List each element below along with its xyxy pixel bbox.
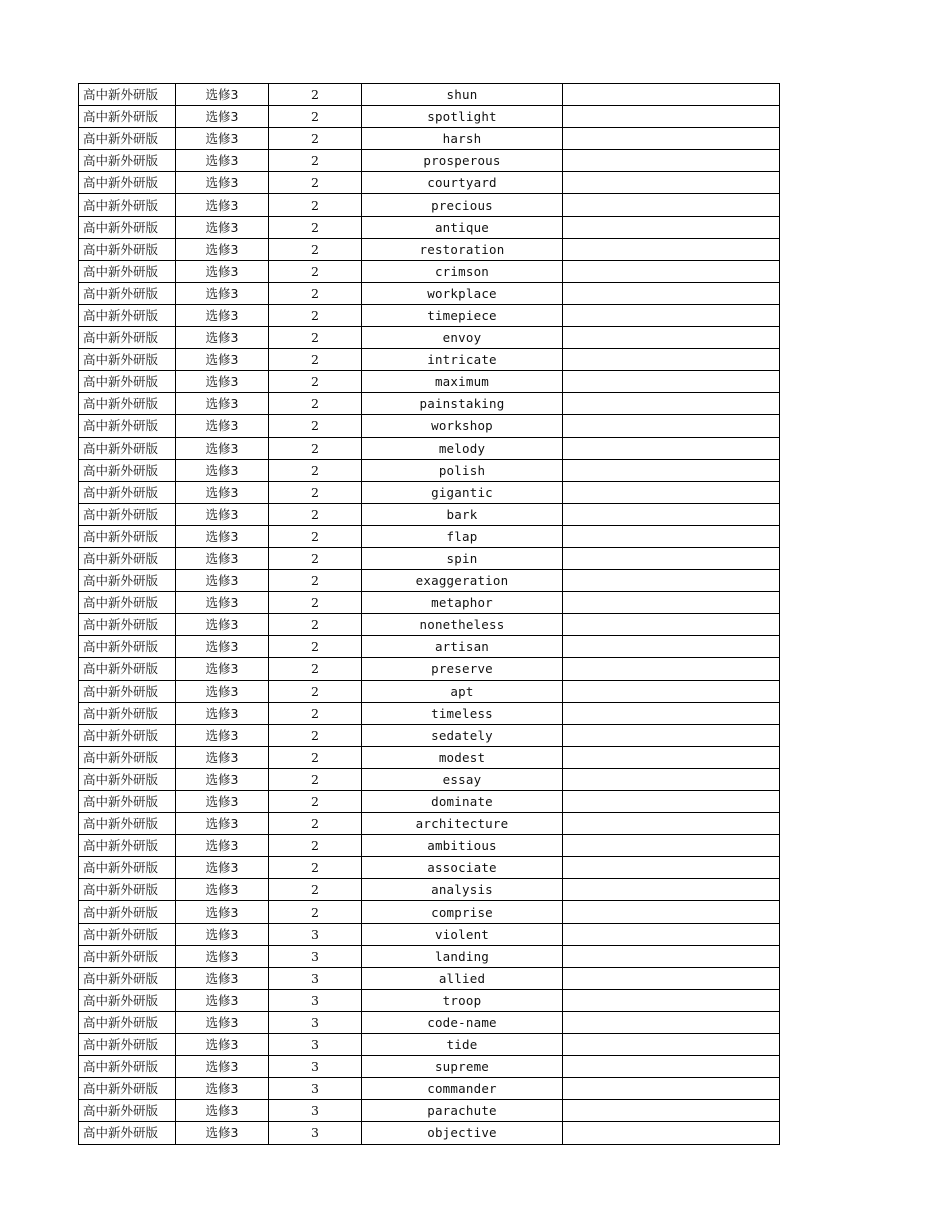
cell-word: violent bbox=[362, 923, 563, 945]
cell-blank bbox=[563, 84, 780, 106]
cell-unit: 2 bbox=[269, 371, 362, 393]
vocabulary-table-body bbox=[79, 84, 780, 1145]
cell-word: objective bbox=[362, 1122, 563, 1144]
cell-blank bbox=[563, 238, 780, 260]
cell-textbook: 高中新外研版 bbox=[79, 1122, 176, 1144]
cell-word: exaggeration bbox=[362, 570, 563, 592]
cell-blank bbox=[563, 724, 780, 746]
cell-volume: 选修3 bbox=[176, 1078, 269, 1100]
table-row bbox=[79, 746, 780, 768]
cell-unit: 2 bbox=[269, 106, 362, 128]
cell-unit: 2 bbox=[269, 84, 362, 106]
cell-unit: 3 bbox=[269, 967, 362, 989]
cell-textbook: 高中新外研版 bbox=[79, 415, 176, 437]
cell-textbook: 高中新外研版 bbox=[79, 150, 176, 172]
cell-volume: 选修3 bbox=[176, 371, 269, 393]
table-row bbox=[79, 879, 780, 901]
cell-textbook: 高中新外研版 bbox=[79, 1034, 176, 1056]
cell-volume: 选修3 bbox=[176, 879, 269, 901]
cell-unit: 2 bbox=[269, 702, 362, 724]
cell-word: code-name bbox=[362, 1011, 563, 1033]
cell-word: harsh bbox=[362, 128, 563, 150]
table-row bbox=[79, 84, 780, 106]
table-row bbox=[79, 1011, 780, 1033]
table-row bbox=[79, 857, 780, 879]
cell-textbook: 高中新外研版 bbox=[79, 282, 176, 304]
cell-blank bbox=[563, 813, 780, 835]
cell-blank bbox=[563, 967, 780, 989]
cell-word: workplace bbox=[362, 282, 563, 304]
cell-blank bbox=[563, 857, 780, 879]
cell-unit: 2 bbox=[269, 746, 362, 768]
cell-unit: 2 bbox=[269, 459, 362, 481]
cell-textbook: 高中新外研版 bbox=[79, 989, 176, 1011]
cell-blank bbox=[563, 525, 780, 547]
table-row bbox=[79, 680, 780, 702]
cell-blank bbox=[563, 150, 780, 172]
cell-blank bbox=[563, 636, 780, 658]
cell-textbook: 高中新外研版 bbox=[79, 128, 176, 150]
table-row bbox=[79, 1034, 780, 1056]
cell-unit: 2 bbox=[269, 304, 362, 326]
cell-volume: 选修3 bbox=[176, 282, 269, 304]
cell-textbook: 高中新外研版 bbox=[79, 879, 176, 901]
cell-unit: 2 bbox=[269, 768, 362, 790]
table-row bbox=[79, 592, 780, 614]
table-row bbox=[79, 194, 780, 216]
cell-volume: 选修3 bbox=[176, 304, 269, 326]
cell-blank bbox=[563, 437, 780, 459]
table-row bbox=[79, 768, 780, 790]
cell-unit: 2 bbox=[269, 282, 362, 304]
cell-volume: 选修3 bbox=[176, 1100, 269, 1122]
table-row bbox=[79, 525, 780, 547]
cell-blank bbox=[563, 1011, 780, 1033]
cell-volume: 选修3 bbox=[176, 327, 269, 349]
cell-word: spotlight bbox=[362, 106, 563, 128]
cell-blank bbox=[563, 680, 780, 702]
table-row bbox=[79, 238, 780, 260]
cell-blank bbox=[563, 172, 780, 194]
table-row bbox=[79, 282, 780, 304]
table-row bbox=[79, 724, 780, 746]
cell-textbook: 高中新外研版 bbox=[79, 901, 176, 923]
cell-textbook: 高中新外研版 bbox=[79, 106, 176, 128]
cell-textbook: 高中新外研版 bbox=[79, 614, 176, 636]
table-row bbox=[79, 481, 780, 503]
cell-word: painstaking bbox=[362, 393, 563, 415]
cell-textbook: 高中新外研版 bbox=[79, 724, 176, 746]
cell-blank bbox=[563, 282, 780, 304]
cell-unit: 2 bbox=[269, 614, 362, 636]
table-row bbox=[79, 106, 780, 128]
table-row bbox=[79, 437, 780, 459]
cell-word: courtyard bbox=[362, 172, 563, 194]
cell-textbook: 高中新外研版 bbox=[79, 680, 176, 702]
cell-blank bbox=[563, 592, 780, 614]
cell-textbook: 高中新外研版 bbox=[79, 371, 176, 393]
cell-word: melody bbox=[362, 437, 563, 459]
cell-textbook: 高中新外研版 bbox=[79, 1056, 176, 1078]
cell-unit: 2 bbox=[269, 415, 362, 437]
cell-word: associate bbox=[362, 857, 563, 879]
cell-blank bbox=[563, 415, 780, 437]
cell-blank bbox=[563, 923, 780, 945]
cell-textbook: 高中新外研版 bbox=[79, 260, 176, 282]
cell-blank bbox=[563, 1122, 780, 1144]
cell-unit: 2 bbox=[269, 437, 362, 459]
cell-unit: 2 bbox=[269, 260, 362, 282]
cell-word: comprise bbox=[362, 901, 563, 923]
table-row bbox=[79, 459, 780, 481]
cell-unit: 2 bbox=[269, 857, 362, 879]
cell-unit: 2 bbox=[269, 150, 362, 172]
cell-unit: 3 bbox=[269, 1056, 362, 1078]
cell-word: envoy bbox=[362, 327, 563, 349]
cell-word: maximum bbox=[362, 371, 563, 393]
cell-volume: 选修3 bbox=[176, 415, 269, 437]
cell-unit: 3 bbox=[269, 1100, 362, 1122]
cell-unit: 2 bbox=[269, 216, 362, 238]
cell-textbook: 高中新外研版 bbox=[79, 857, 176, 879]
cell-textbook: 高中新外研版 bbox=[79, 791, 176, 813]
cell-unit: 2 bbox=[269, 658, 362, 680]
cell-textbook: 高中新外研版 bbox=[79, 768, 176, 790]
table-row bbox=[79, 791, 780, 813]
cell-volume: 选修3 bbox=[176, 194, 269, 216]
cell-blank bbox=[563, 128, 780, 150]
cell-textbook: 高中新外研版 bbox=[79, 570, 176, 592]
table-row bbox=[79, 304, 780, 326]
cell-unit: 2 bbox=[269, 194, 362, 216]
cell-word: metaphor bbox=[362, 592, 563, 614]
table-row bbox=[79, 702, 780, 724]
cell-volume: 选修3 bbox=[176, 525, 269, 547]
cell-word: timepiece bbox=[362, 304, 563, 326]
table-row bbox=[79, 835, 780, 857]
cell-blank bbox=[563, 1100, 780, 1122]
cell-blank bbox=[563, 768, 780, 790]
cell-volume: 选修3 bbox=[176, 967, 269, 989]
cell-word: sedately bbox=[362, 724, 563, 746]
cell-blank bbox=[563, 260, 780, 282]
table-row bbox=[79, 1122, 780, 1144]
table-row bbox=[79, 945, 780, 967]
cell-volume: 选修3 bbox=[176, 791, 269, 813]
table-row bbox=[79, 1078, 780, 1100]
cell-textbook: 高中新外研版 bbox=[79, 923, 176, 945]
cell-volume: 选修3 bbox=[176, 1056, 269, 1078]
cell-volume: 选修3 bbox=[176, 1034, 269, 1056]
cell-textbook: 高中新外研版 bbox=[79, 327, 176, 349]
table-row bbox=[79, 503, 780, 525]
cell-blank bbox=[563, 547, 780, 569]
cell-volume: 选修3 bbox=[176, 238, 269, 260]
cell-volume: 选修3 bbox=[176, 592, 269, 614]
cell-textbook: 高中新外研版 bbox=[79, 216, 176, 238]
cell-volume: 选修3 bbox=[176, 459, 269, 481]
cell-volume: 选修3 bbox=[176, 1011, 269, 1033]
cell-unit: 2 bbox=[269, 393, 362, 415]
cell-word: supreme bbox=[362, 1056, 563, 1078]
cell-textbook: 高中新外研版 bbox=[79, 172, 176, 194]
table-row bbox=[79, 260, 780, 282]
cell-unit: 2 bbox=[269, 680, 362, 702]
cell-blank bbox=[563, 106, 780, 128]
cell-unit: 2 bbox=[269, 570, 362, 592]
cell-unit: 2 bbox=[269, 128, 362, 150]
cell-word: preserve bbox=[362, 658, 563, 680]
cell-word: dominate bbox=[362, 791, 563, 813]
cell-word: shun bbox=[362, 84, 563, 106]
cell-textbook: 高中新外研版 bbox=[79, 194, 176, 216]
table-row bbox=[79, 547, 780, 569]
table-row bbox=[79, 172, 780, 194]
cell-textbook: 高中新外研版 bbox=[79, 746, 176, 768]
cell-volume: 选修3 bbox=[176, 106, 269, 128]
cell-blank bbox=[563, 746, 780, 768]
cell-unit: 2 bbox=[269, 327, 362, 349]
cell-blank bbox=[563, 481, 780, 503]
table-row bbox=[79, 989, 780, 1011]
cell-volume: 选修3 bbox=[176, 172, 269, 194]
cell-volume: 选修3 bbox=[176, 128, 269, 150]
cell-volume: 选修3 bbox=[176, 945, 269, 967]
cell-unit: 3 bbox=[269, 1011, 362, 1033]
cell-word: bark bbox=[362, 503, 563, 525]
cell-volume: 选修3 bbox=[176, 923, 269, 945]
cell-unit: 2 bbox=[269, 547, 362, 569]
cell-word: commander bbox=[362, 1078, 563, 1100]
cell-unit: 3 bbox=[269, 945, 362, 967]
cell-unit: 2 bbox=[269, 835, 362, 857]
cell-unit: 2 bbox=[269, 525, 362, 547]
cell-volume: 选修3 bbox=[176, 349, 269, 371]
cell-textbook: 高中新外研版 bbox=[79, 592, 176, 614]
cell-word: ambitious bbox=[362, 835, 563, 857]
cell-textbook: 高中新外研版 bbox=[79, 702, 176, 724]
table-row bbox=[79, 923, 780, 945]
table-row bbox=[79, 1100, 780, 1122]
cell-word: architecture bbox=[362, 813, 563, 835]
table-row bbox=[79, 216, 780, 238]
table-row bbox=[79, 150, 780, 172]
cell-blank bbox=[563, 327, 780, 349]
cell-unit: 2 bbox=[269, 238, 362, 260]
cell-word: analysis bbox=[362, 879, 563, 901]
cell-blank bbox=[563, 658, 780, 680]
table-row bbox=[79, 570, 780, 592]
cell-unit: 2 bbox=[269, 481, 362, 503]
cell-textbook: 高中新外研版 bbox=[79, 967, 176, 989]
cell-volume: 选修3 bbox=[176, 636, 269, 658]
table-row bbox=[79, 393, 780, 415]
cell-blank bbox=[563, 570, 780, 592]
cell-word: spin bbox=[362, 547, 563, 569]
cell-word: landing bbox=[362, 945, 563, 967]
cell-volume: 选修3 bbox=[176, 658, 269, 680]
cell-textbook: 高中新外研版 bbox=[79, 238, 176, 260]
cell-volume: 选修3 bbox=[176, 835, 269, 857]
cell-blank bbox=[563, 1078, 780, 1100]
table-row bbox=[79, 614, 780, 636]
cell-volume: 选修3 bbox=[176, 702, 269, 724]
cell-unit: 2 bbox=[269, 724, 362, 746]
cell-word: apt bbox=[362, 680, 563, 702]
cell-blank bbox=[563, 503, 780, 525]
cell-textbook: 高中新外研版 bbox=[79, 945, 176, 967]
cell-word: troop bbox=[362, 989, 563, 1011]
cell-volume: 选修3 bbox=[176, 746, 269, 768]
cell-volume: 选修3 bbox=[176, 216, 269, 238]
cell-textbook: 高中新外研版 bbox=[79, 658, 176, 680]
cell-volume: 选修3 bbox=[176, 260, 269, 282]
cell-blank bbox=[563, 901, 780, 923]
cell-textbook: 高中新外研版 bbox=[79, 813, 176, 835]
cell-word: restoration bbox=[362, 238, 563, 260]
cell-blank bbox=[563, 216, 780, 238]
cell-word: gigantic bbox=[362, 481, 563, 503]
cell-unit: 2 bbox=[269, 172, 362, 194]
table-row bbox=[79, 327, 780, 349]
cell-word: intricate bbox=[362, 349, 563, 371]
cell-textbook: 高中新外研版 bbox=[79, 835, 176, 857]
cell-unit: 2 bbox=[269, 901, 362, 923]
cell-word: crimson bbox=[362, 260, 563, 282]
cell-volume: 选修3 bbox=[176, 768, 269, 790]
cell-blank bbox=[563, 989, 780, 1011]
cell-volume: 选修3 bbox=[176, 481, 269, 503]
cell-volume: 选修3 bbox=[176, 547, 269, 569]
cell-word: parachute bbox=[362, 1100, 563, 1122]
cell-unit: 2 bbox=[269, 813, 362, 835]
cell-blank bbox=[563, 371, 780, 393]
table-row bbox=[79, 1056, 780, 1078]
cell-unit: 3 bbox=[269, 923, 362, 945]
cell-volume: 选修3 bbox=[176, 503, 269, 525]
vocabulary-table bbox=[78, 83, 780, 1145]
cell-textbook: 高中新外研版 bbox=[79, 503, 176, 525]
cell-unit: 2 bbox=[269, 636, 362, 658]
cell-textbook: 高中新外研版 bbox=[79, 437, 176, 459]
cell-unit: 2 bbox=[269, 503, 362, 525]
cell-word: antique bbox=[362, 216, 563, 238]
cell-volume: 选修3 bbox=[176, 614, 269, 636]
cell-volume: 选修3 bbox=[176, 724, 269, 746]
cell-textbook: 高中新外研版 bbox=[79, 1100, 176, 1122]
cell-volume: 选修3 bbox=[176, 680, 269, 702]
cell-volume: 选修3 bbox=[176, 1122, 269, 1144]
cell-textbook: 高中新外研版 bbox=[79, 1011, 176, 1033]
table-row bbox=[79, 967, 780, 989]
cell-word: artisan bbox=[362, 636, 563, 658]
cell-volume: 选修3 bbox=[176, 393, 269, 415]
table-row bbox=[79, 371, 780, 393]
cell-textbook: 高中新外研版 bbox=[79, 84, 176, 106]
cell-volume: 选修3 bbox=[176, 84, 269, 106]
cell-blank bbox=[563, 614, 780, 636]
cell-volume: 选修3 bbox=[176, 150, 269, 172]
cell-blank bbox=[563, 702, 780, 724]
cell-unit: 2 bbox=[269, 879, 362, 901]
cell-word: modest bbox=[362, 746, 563, 768]
cell-textbook: 高中新外研版 bbox=[79, 636, 176, 658]
cell-unit: 3 bbox=[269, 1078, 362, 1100]
cell-word: flap bbox=[362, 525, 563, 547]
cell-word: precious bbox=[362, 194, 563, 216]
cell-textbook: 高中新外研版 bbox=[79, 393, 176, 415]
table-row bbox=[79, 128, 780, 150]
cell-word: allied bbox=[362, 967, 563, 989]
table-row bbox=[79, 658, 780, 680]
cell-blank bbox=[563, 304, 780, 326]
cell-word: polish bbox=[362, 459, 563, 481]
cell-volume: 选修3 bbox=[176, 857, 269, 879]
cell-blank bbox=[563, 393, 780, 415]
cell-volume: 选修3 bbox=[176, 437, 269, 459]
cell-unit: 2 bbox=[269, 349, 362, 371]
cell-unit: 3 bbox=[269, 1034, 362, 1056]
cell-unit: 3 bbox=[269, 989, 362, 1011]
table-row bbox=[79, 349, 780, 371]
cell-word: workshop bbox=[362, 415, 563, 437]
cell-textbook: 高中新外研版 bbox=[79, 547, 176, 569]
cell-word: prosperous bbox=[362, 150, 563, 172]
cell-volume: 选修3 bbox=[176, 570, 269, 592]
cell-textbook: 高中新外研版 bbox=[79, 349, 176, 371]
table-row bbox=[79, 901, 780, 923]
table-row bbox=[79, 415, 780, 437]
cell-textbook: 高中新外研版 bbox=[79, 459, 176, 481]
cell-blank bbox=[563, 194, 780, 216]
table-row bbox=[79, 813, 780, 835]
cell-word: timeless bbox=[362, 702, 563, 724]
cell-textbook: 高中新外研版 bbox=[79, 525, 176, 547]
table-row bbox=[79, 636, 780, 658]
cell-textbook: 高中新外研版 bbox=[79, 1078, 176, 1100]
cell-unit: 3 bbox=[269, 1122, 362, 1144]
cell-blank bbox=[563, 879, 780, 901]
cell-blank bbox=[563, 791, 780, 813]
cell-blank bbox=[563, 1034, 780, 1056]
cell-unit: 2 bbox=[269, 592, 362, 614]
cell-textbook: 高中新外研版 bbox=[79, 481, 176, 503]
cell-blank bbox=[563, 835, 780, 857]
cell-volume: 选修3 bbox=[176, 813, 269, 835]
cell-word: essay bbox=[362, 768, 563, 790]
cell-blank bbox=[563, 945, 780, 967]
cell-blank bbox=[563, 459, 780, 481]
cell-word: tide bbox=[362, 1034, 563, 1056]
cell-unit: 2 bbox=[269, 791, 362, 813]
cell-volume: 选修3 bbox=[176, 989, 269, 1011]
cell-blank bbox=[563, 1056, 780, 1078]
cell-volume: 选修3 bbox=[176, 901, 269, 923]
cell-textbook: 高中新外研版 bbox=[79, 304, 176, 326]
cell-blank bbox=[563, 349, 780, 371]
cell-word: nonetheless bbox=[362, 614, 563, 636]
